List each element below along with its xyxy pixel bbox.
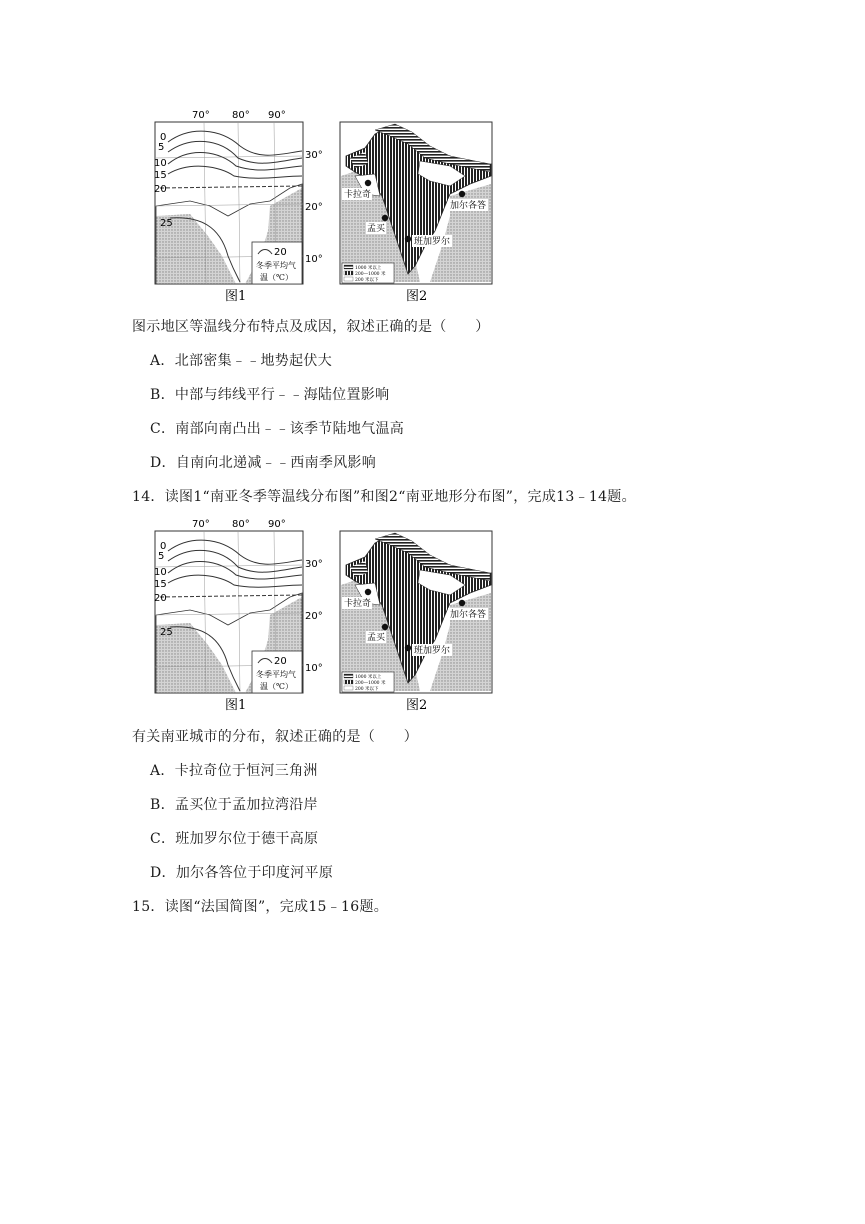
city-dot-bangalore <box>405 645 411 651</box>
figure-block-2 <box>150 515 500 715</box>
isotherm-label: 0 <box>160 541 167 552</box>
isotherm-label: 5 <box>158 551 165 562</box>
isotherm-label: 15 <box>154 579 167 590</box>
isotherm-label: 25 <box>160 627 173 638</box>
question-15-intro: 15．读图“法国简图”，完成15﹣16题。 <box>132 899 389 915</box>
legend-value: 20 <box>274 247 287 258</box>
lon-label: 80° <box>232 110 250 121</box>
figure-block-1 <box>150 106 500 306</box>
city-dot-mumbai <box>382 215 388 221</box>
legend-text: 冬季平均气 <box>256 261 296 270</box>
legend-text: 温（℃） <box>260 273 293 282</box>
q14-option-d: D．加尔各答位于印度河平原 <box>150 865 334 881</box>
city-label-karachi: 卡拉奇 <box>344 599 372 609</box>
lat-label: 10° <box>305 254 323 265</box>
city-dot-mumbai <box>382 624 388 630</box>
terrain-legend <box>342 263 394 283</box>
figure-caption: 图2 <box>406 289 428 304</box>
legend-entry: 200 米以下 <box>355 687 379 692</box>
lon-label: 90° <box>268 519 286 530</box>
figure-caption: 图1 <box>225 289 247 304</box>
q13-option-c: C．南部向南凸出﹣﹣该季节陆地气温高 <box>150 421 405 437</box>
q13-option-d: D．自南向北递减﹣﹣西南季风影响 <box>150 455 377 471</box>
city-dot-kolkata <box>459 600 465 606</box>
city-label-karachi: 卡拉奇 <box>344 190 372 200</box>
legend-entry: 1000 米以上 <box>355 266 382 271</box>
legend-entry: 200—1000 米 <box>355 681 386 686</box>
figure-caption: 图2 <box>406 698 428 713</box>
isotherm-map-1 <box>154 110 323 304</box>
map-legend <box>252 651 302 693</box>
lat-label: 30° <box>305 150 323 161</box>
legend-entry: 200—1000 米 <box>355 272 386 277</box>
city-dot-bangalore <box>405 236 411 242</box>
question-14-intro: 14．读图1“南亚冬季等温线分布图”和图2“南亚地形分布图”，完成13﹣14题。 <box>132 489 636 505</box>
lat-label: 20° <box>305 202 323 213</box>
lon-label: 70° <box>192 519 210 530</box>
city-label-kolkata: 加尔各答 <box>450 201 487 211</box>
isotherm-label: 10 <box>154 158 167 169</box>
figure-caption: 图1 <box>225 698 247 713</box>
isotherm-label: 25 <box>160 218 173 229</box>
isotherm-label: 20 <box>154 593 167 604</box>
q13-option-a: A．北部密集﹣﹣地势起伏大 <box>150 353 333 369</box>
city-label-bangalore: 班加罗尔 <box>414 237 451 247</box>
city-dot-kolkata <box>459 191 465 197</box>
q14-option-c: C．班加罗尔位于德干高原 <box>150 831 319 847</box>
legend-entry: 200 米以下 <box>355 278 379 283</box>
legend-value: 20 <box>274 656 287 667</box>
lon-label: 90° <box>268 110 286 121</box>
isotherm-label: 20 <box>154 184 167 195</box>
city-label-mumbai: 孟买 <box>367 224 386 234</box>
legend-entry: 1000 米以上 <box>355 675 382 680</box>
isotherm-label: 10 <box>154 567 167 578</box>
city-label-kolkata: 加尔各答 <box>450 610 487 620</box>
question-13-stem: 图示地区等温线分布特点及成因，叙述正确的是（ ） <box>132 319 490 335</box>
map-legend <box>252 242 302 284</box>
figure-pair-2 <box>150 515 500 715</box>
q14-option-b: B．孟买位于孟加拉湾沿岸 <box>150 797 318 813</box>
terrain-map-2 <box>340 531 492 713</box>
city-dot-karachi <box>365 589 371 595</box>
isotherm-label: 0 <box>160 132 167 143</box>
q13-option-b: B．中部与纬线平行﹣﹣海陆位置影响 <box>150 387 390 403</box>
isotherm-map-1 <box>154 519 323 713</box>
city-dot-karachi <box>365 180 371 186</box>
legend-text: 温（℃） <box>260 682 293 691</box>
lat-label: 30° <box>305 559 323 570</box>
city-label-bangalore: 班加罗尔 <box>414 646 451 656</box>
city-label-mumbai: 孟买 <box>367 633 386 643</box>
lon-label: 80° <box>232 519 250 530</box>
lat-label: 10° <box>305 663 323 674</box>
isotherm-label: 5 <box>158 142 165 153</box>
question-14-stem: 有关南亚城市的分布，叙述正确的是（ ） <box>132 729 418 745</box>
terrain-map-2 <box>340 122 492 304</box>
q14-option-a: A．卡拉奇位于恒河三角洲 <box>150 763 318 779</box>
figure-pair-1 <box>150 106 500 306</box>
isotherm-label: 15 <box>154 170 167 181</box>
lon-label: 70° <box>192 110 210 121</box>
terrain-legend <box>342 672 394 692</box>
lat-label: 20° <box>305 611 323 622</box>
legend-text: 冬季平均气 <box>256 670 296 679</box>
